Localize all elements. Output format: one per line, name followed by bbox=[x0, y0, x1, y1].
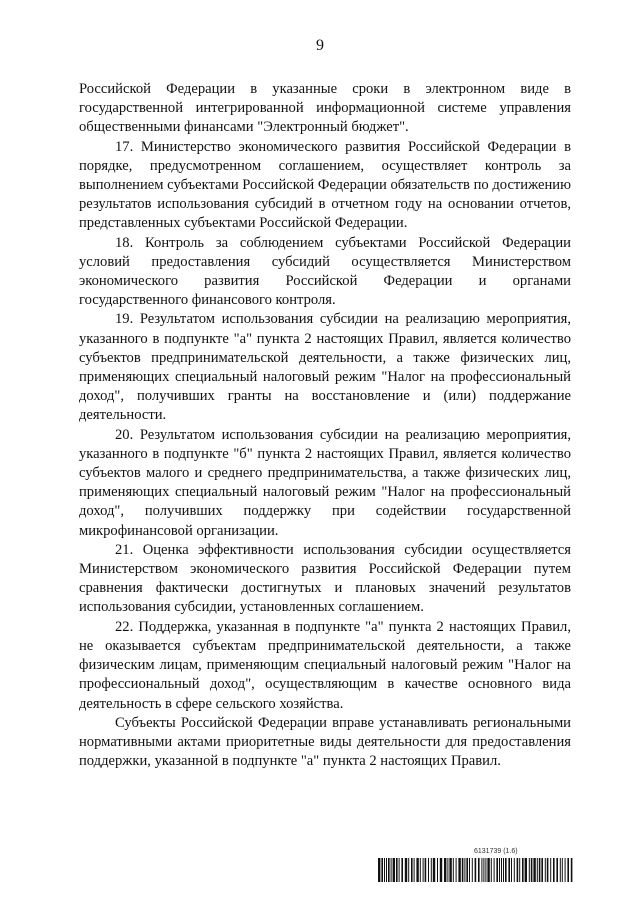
document-body bbox=[79, 80, 571, 771]
page-number: 9 bbox=[316, 37, 324, 54]
paragraph: Российской Федерации в указанные сроки в электронном виде в государственной интегрированной информационной системе управления общественными финансами "Электронный бюджет". bbox=[79, 81, 571, 136]
paragraph: 22. Поддержка, указанная в подпункте "а" пункта 2 настоящих Правил, не оказывается субъектам предпринимательской деятельности, а также физическим лицам, применяющим специальный налоговый режим "Налог на профессиональный доход", осуществляющим в качестве основного вида деятельность в сфере сельского хозяйства. bbox=[79, 618, 571, 712]
stamp-code: 6131739 (1.6) bbox=[474, 848, 518, 855]
paragraph: 19. Результатом использования субсидии на реализацию мероприятия, указанного в подпункте "а" пункта 2 настоящих Правил, является количество субъектов предпринимательской деятельности, а также физических лиц, применяющих специальный налоговый режим "Налог на профессиональный доход", получивших гранты на восстановление и (или) поддержание деятельности. bbox=[79, 311, 571, 424]
paragraph: 18. Контроль за соблюдением субъектами Российской Федерации условий предоставления субсидий осуществляется Министерством экономического развития Российской Федерации и органами государственного финансового контроля. bbox=[79, 234, 571, 309]
paragraph: 21. Оценка эффективности использования субсидии осуществляется Министерством экономического развития Российской Федерации путем сравнения фактически достигнутых и плановых значений результатов использования субсидии, установленных соглашением. bbox=[79, 541, 571, 616]
paragraph: Субъекты Российской Федерации вправе устанавливать региональными нормативными актами приоритетные виды деятельности для предоставления поддержки, указанной в подпункте "а" пункта 2 настоящих Правил. bbox=[79, 714, 571, 770]
paragraph: 17. Министерство экономического развития Российской Федерации в порядке, предусмотренном соглашением, осуществляет контроль за выполнением субъектами Российской Федерации обязательств по достижению результатов использования субсидий в отчетном году на основании отчетов, представленных субъектами Российской Федерации. bbox=[79, 138, 571, 232]
barcode-image bbox=[378, 858, 574, 882]
document-stamp bbox=[378, 847, 574, 882]
paragraph: 20. Результатом использования субсидии на реализацию мероприятия, указанного в подпункте "б" пункта 2 настоящих Правил, является количество субъектов малого и среднего предпринимательства, а также физических лиц, применяющих специальный налоговый режим "Налог на профессиональный доход", получивших поддержку при содействии государственной микрофинансовой организации. bbox=[79, 426, 571, 539]
